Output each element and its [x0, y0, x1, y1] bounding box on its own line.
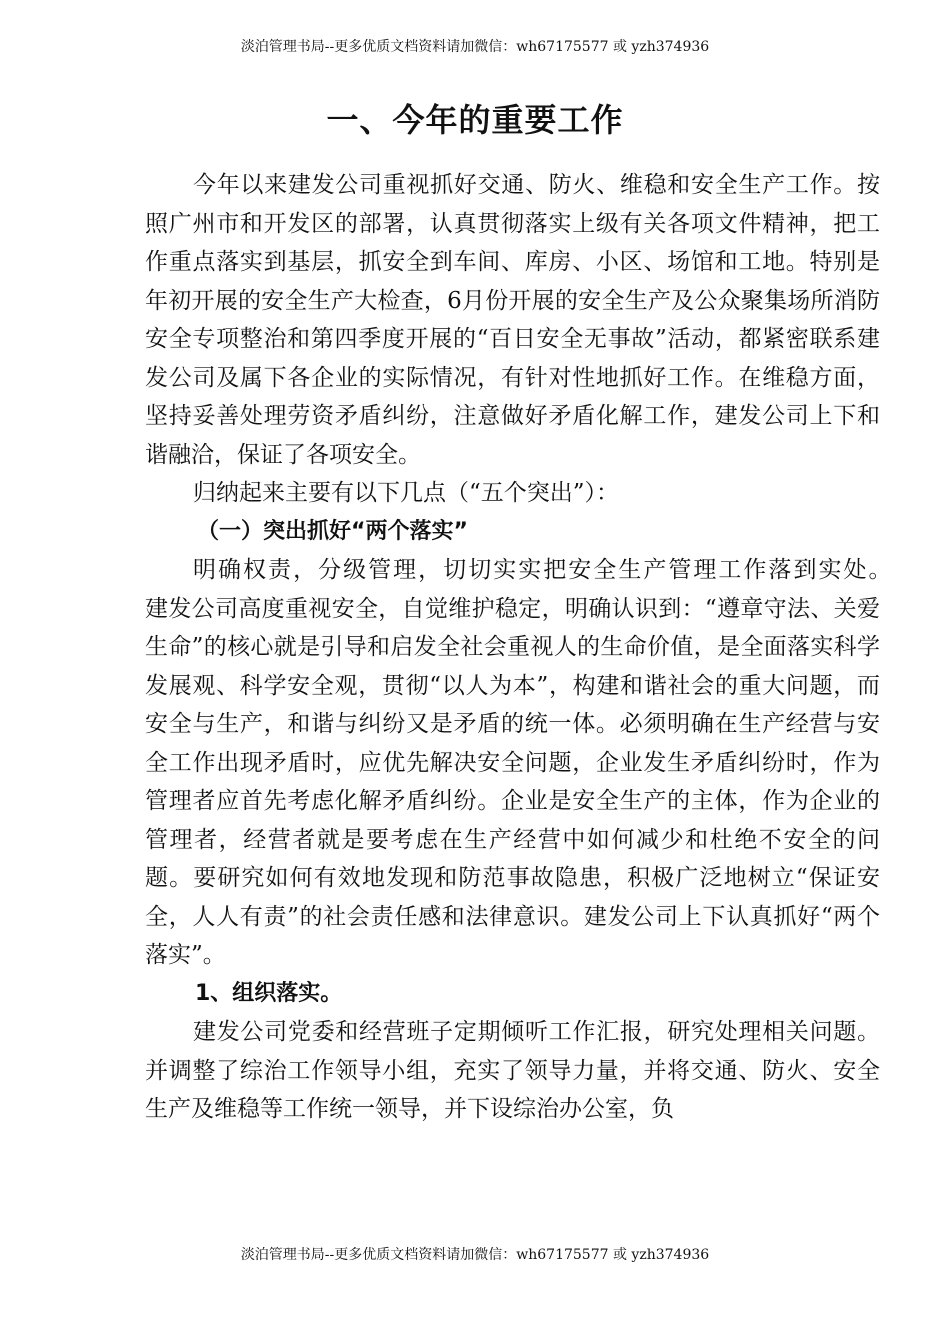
paragraph-organization: 建发公司党委和经营班子定期倾听工作汇报，研究处理相关问题。并调整了综治工作领导小组，充实了领导力量，并将交通、防火、安全生产及维稳等工作统一领导，并下设综治办公室，负: [145, 1019, 880, 1122]
page-footer-note: 淡泊管理书局--更多优质文档资料请加微信：wh67175577 或 yzh374936: [240, 1247, 710, 1263]
paragraph-overview: 今年以来建发公司重视抓好交通、防火、维稳和安全生产工作。按照广州市和开发区的部署，认真贯彻落实上级有关各项文件精神，把工作重点落实到基层，抓安全到车间、库房、小区、场馆和工地。特别是年初开展的安全生产大检查，6月份开展的安全生产及公众聚集场所消防安全专项整治和第四季度开展的“百日安全无事故”活动，都紧密联系建发公司及属下各企业的实际情况，有针对性地抓好工作。在维稳方面，坚持妥善处理劳资矛盾纠纷，注意做好矛盾化解工作，建发公司上下和谐融洽，保证了各项安全。: [145, 172, 880, 468]
document-body: [145, 166, 926, 1129]
paragraph-summary: 归纳起来主要有以下几点（“五个突出”）：: [193, 480, 620, 506]
page-title: 一、今年的重要工作: [326, 101, 624, 139]
paragraph-responsibility: 明确权责，分级管理，切切实实把安全生产管理工作落到实处。 建发公司高度重视安全，自觉维护稳定，明确认识到：“遵章守法、关爱生命”的核心就是引导和启发全社会重视人的生命价值，是全面落实科学发展观、科学安全观，贯彻“以人为本”，构建和谐社会的重大问题，而安全与生产，和谐与纠纷又是矛盾的统一体。必须明确在生产经营与安全工作出现矛盾时，应优先解决安全问题，企业发生矛盾纠纷时，作为管理者应首先考虑化解矛盾纠纷。企业是安全生产的主体，作为企业的管理者，经营者就是要考虑在生产经营中如何减少和杜绝不安全的问题。要研究如何有效地发现和防范事故隐患，积极广泛地树立“保证安全，人人有责”的社会责任感和法律意识。建发公司上下认真抓好“两个落实”。: [145, 557, 926, 968]
subsection-heading-organization: 1、组织落实。: [195, 980, 343, 1006]
section-heading-two-implementations: （一）突出抓好“两个落实”: [197, 518, 468, 544]
page-header-note: 淡泊管理书局--更多优质文档资料请加微信：wh67175577 或 yzh374936: [240, 39, 710, 55]
